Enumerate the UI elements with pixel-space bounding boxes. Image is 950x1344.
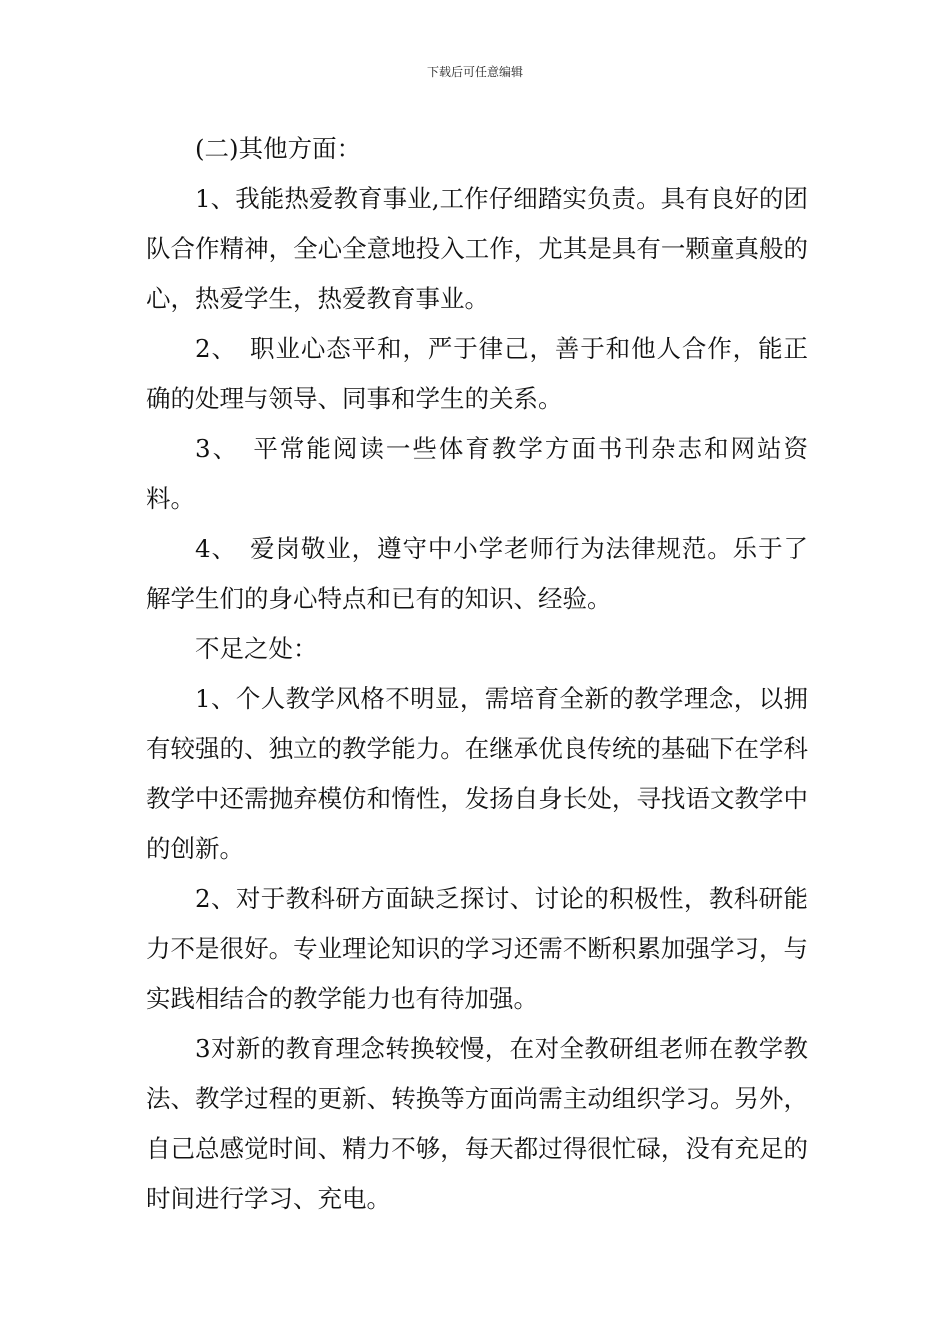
section-heading-shortcomings: 不足之处： [195,634,318,663]
paragraph-item-4: 4、 爱岗敬业，遵守中小学老师行为法律规范。乐于了解学生们的身心特点和已有的知识、经验。 [146,534,808,613]
shortcoming-item-1: 1、个人教学风格不明显，需培育全新的教学理念，以拥有较强的、独立的教学能力。在继承优良传统的基础下在学科教学中还需抛弃模仿和惰性，发扬自身长处，寻找语文教学中的创新。 [146,684,808,863]
shortcoming-item-3: 3对新的教育理念转换较慢，在对全教研组老师在教学教法、教学过程的更新、转换等方面尚需主动组织学习。另外，自己总感觉时间、精力不够，每天都过得很忙碌，没有充足的时间进行学习、充电。 [146,1034,808,1213]
paragraph-item-2: 2、 职业心态平和，严于律己，善于和他人合作，能正确的处理与领导、同事和学生的关系。 [146,334,808,413]
paragraph-item-1: 1、我能热爱教育事业,工作仔细踏实负责。具有良好的团队合作精神，全心全意地投入工作，尤其是具有一颗童真般的心，热爱学生，热爱教育事业。 [146,184,808,313]
section-heading-other: (二)其他方面： [195,134,362,163]
paragraph-item-3: 3、 平常能阅读一些体育教学方面书刊杂志和网站资料。 [146,434,808,513]
page-header: 下载后可任意编辑 [426,65,523,79]
shortcoming-item-2: 2、对于教科研方面缺乏探讨、讨论的积极性，教科研能力不是很好。专业理论知识的学习还需不断积累加强学习，与实践相结合的教学能力也有待加强。 [146,884,808,1013]
document-body [146,124,808,1224]
